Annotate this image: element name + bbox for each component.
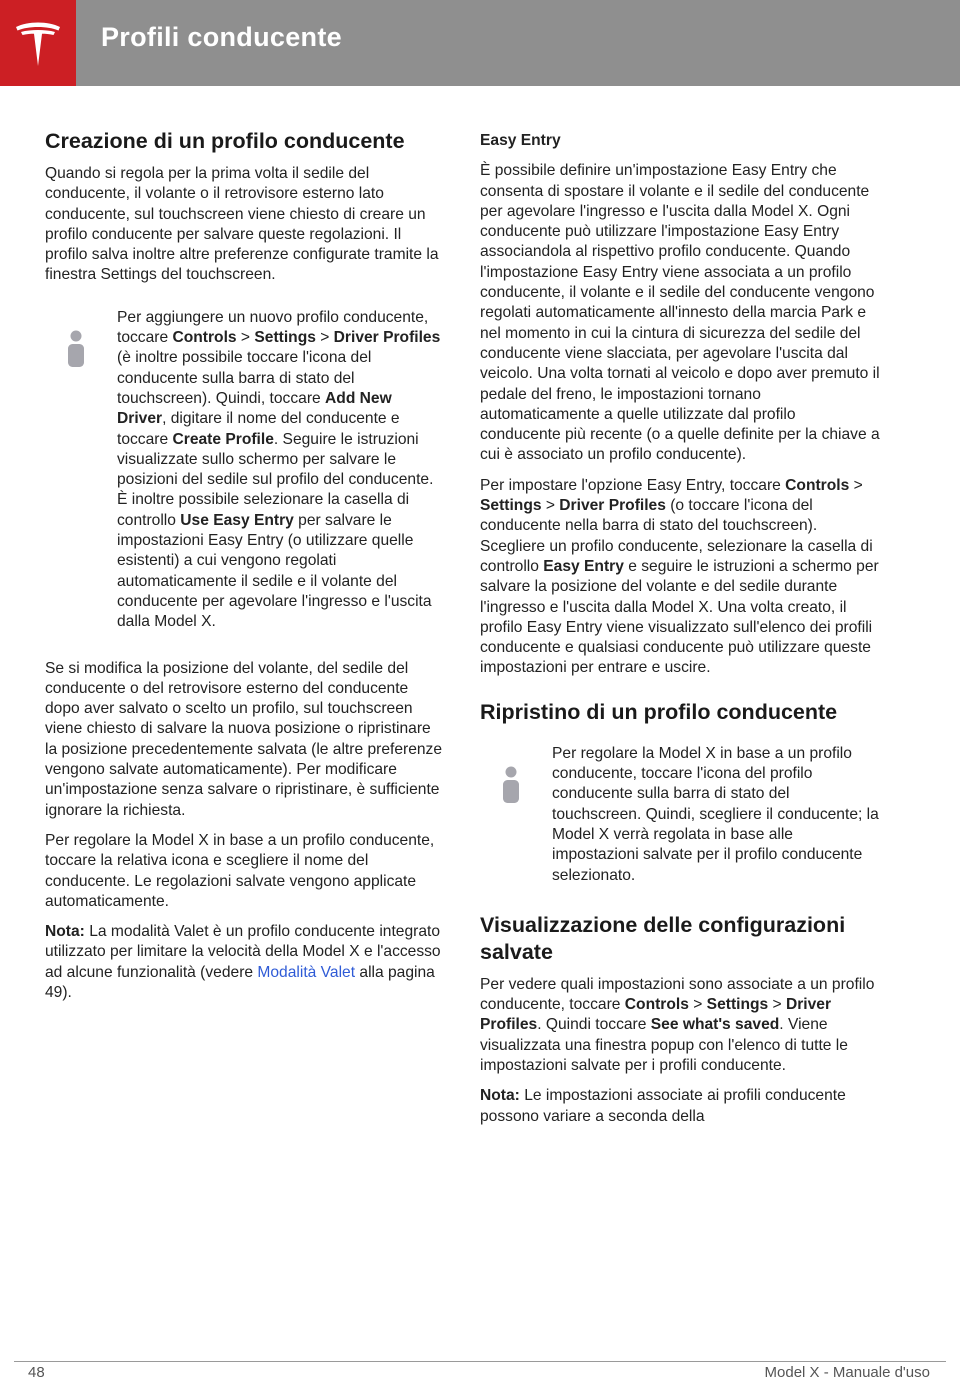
view-saved-paragraph: Per vedere quali impostazioni sono associate a un profilo conducente, toccare Controls > Settings > Driver Profiles. Quindi toccare See what's saved. Viene visualizzata una finestra popup con l'elenco di tutte le impostazioni salvate per i profili conducente. <box>480 975 875 1074</box>
section-heading-view-saved: Visualizzazione delle configurazioni salvate <box>480 912 846 964</box>
note-add-driver <box>45 308 443 633</box>
valet-mode-link[interactable]: Modalità Valet <box>257 963 356 981</box>
note-add-driver-text: Per aggiungere un nuovo profilo conducente, toccare Controls > Settings > Driver Profiles (è inoltre possibile toccare l'icona del conducente sulla barra di stato del touchscreen). Quindi, toccare Add New Driver, digitare il nome del conducente e toccare Create Profile. Seguire le istruzioni visualizzate sullo schermo per salvare le posizioni del sedile sul profilo del conducente. È inoltre possibile selezionare la casella di controllo Use Easy Entry per salvare le impostazioni Easy Entry (o utilizzare quelle esistenti) a cui vengono regolati automaticamente il sedile e il volante del conducente per agevolare l'ingresso e l'uscita dalla Model X. <box>117 308 441 631</box>
note-restore-profile <box>480 744 880 886</box>
tesla-logo-icon <box>12 18 64 70</box>
note-restore-profile-text: Per regolare la Model X in base a un profilo conducente, toccare l'icona del profilo conducente sulla barra di stato del touchscreen. Quindi, scegliere il conducente; la Model X verrà regolata in base alle impostazioni salvate per il profilo conducente selezionato. <box>552 744 879 884</box>
paragraph-modify-position: Se si modifica la posizione del volante, del sedile del conducente o del retrovisore esterno del conducente dopo aver salvato o scelto un profilo, sul touchscreen viene chiesto di salvare la nuova posizione o ripristinare la posizione precedentemente salvata (le altre preferenze vengono salvate automaticamente). Per modificare un'impostazione senza salvare o ripristinare, è sufficiente ignorare la richiesta. <box>45 659 443 819</box>
footer-divider <box>14 1361 946 1362</box>
page-number: 48 <box>28 1364 45 1381</box>
note-valet: Nota: La modalità Valet è un profilo conducente integrato utilizzato per limitare la velocità della Model X e l'accesso ad alcune funzionalità (vedere Modalità Valet alla pagina 49). <box>45 923 441 1001</box>
left-column <box>45 128 443 1013</box>
manual-title: Model X - Manuale d'uso <box>764 1364 930 1381</box>
subheading-easy-entry: Easy Entry <box>480 132 561 149</box>
person-icon <box>502 766 520 804</box>
easy-entry-paragraph: È possibile definire un'impostazione Easy Entry che consenta di spostare il volante e il sedile del conducente per agevolare l'ingresso e l'uscita dalla Model X. Ogni conducente può utilizzare l'impostazione Easy Entry associandola al rispettivo profilo conducente. Quando l'impostazione Easy Entry viene associata a un profilo conducente, il volante e il sedile del conducente vengono regolati automaticamente all'innesto della marcia Park e nel momento in cui la cintura di sicurezza del sedile del conducente viene slacciata, per agevolare l'uscita dal veicolo. Una volta tornati al veicolo e dopo aver premuto il pedale del freno, le impostazioni tornano automaticamente a quelle utilizzate dal profilo conducente più recente (o a quelle definite per la chiave a cui è associato un profilo conducente). <box>480 162 880 464</box>
paragraph-adjust-profile: Per regolare la Model X in base a un profilo conducente, toccare la relativa icona e scegliere il nome del conducente. Le regolazioni salvate vengono applicate automaticamente. <box>45 831 435 910</box>
easy-entry-setup-paragraph: Per impostare l'opzione Easy Entry, toccare Controls > Settings > Driver Profiles (o toccare l'icona del conducente nella barra di stato del touchscreen). Scegliere un profilo conducente, selezionare la casella di controllo Easy Entry e seguire le istruzioni a schermo per salvare la posizione del volante e del sedile durante l'ingresso e l'uscita dalla Model X. Una volta creato, il profilo Easy Entry viene visualizzato sull'elenco dei profili conducente e qualsiasi conducente può utilizzare queste impostazioni per entrare e uscire. <box>480 476 879 677</box>
brand-logo <box>0 0 76 86</box>
intro-paragraph: Quando si regola per la prima volta il sedile del conducente, il volante o il retrovisore esterno lato conducente, sul touchscreen viene chiesto di creare un profilo conducente per salvare queste regolazioni. Il profilo salva inoltre altre preferenze configurate tramite la finestra Settings del touchscreen. <box>45 165 439 284</box>
right-column <box>480 131 880 1137</box>
person-icon <box>67 330 85 368</box>
page-title: Profili conducente <box>101 22 342 52</box>
note-profile-settings: Nota: Le impostazioni associate ai profili conducente possono variare a seconda della <box>480 1087 846 1125</box>
section-heading-create-profile: Creazione di un profilo conducente <box>45 129 405 153</box>
section-heading-restore-profile: Ripristino di un profilo conducente <box>480 699 838 724</box>
page-header <box>0 0 960 86</box>
